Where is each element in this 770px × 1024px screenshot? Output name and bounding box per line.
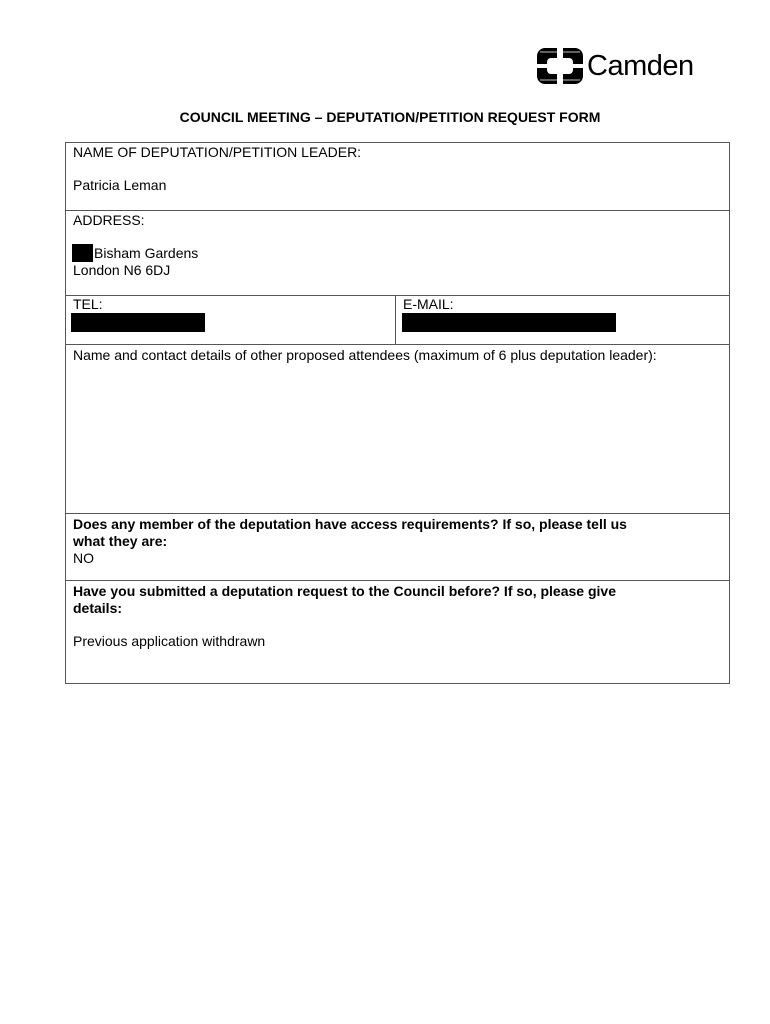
address-line2: London N6 6DJ [73, 262, 171, 278]
address-label: ADDRESS: [73, 212, 145, 228]
redacted-house-number [72, 244, 93, 262]
leader-label: NAME OF DEPUTATION/PETITION LEADER: [73, 144, 362, 160]
address-line1: Bisham Gardens [94, 245, 199, 261]
leader-section [65, 142, 730, 211]
camden-emblem-icon [537, 48, 583, 84]
previous-answer: Previous application withdrawn [73, 633, 266, 649]
access-section [65, 513, 730, 581]
redacted-email [402, 313, 616, 332]
attendees-label: Name and contact details of other proposed attendees (maximum of 6 plus deputation leader): [73, 347, 657, 363]
access-question-line2: what they are: [73, 533, 168, 549]
tel-section [65, 295, 396, 345]
previous-question-line1: Have you submitted a deputation request to the Council before? If so, please give [73, 583, 616, 599]
leader-value: Patricia Leman [73, 177, 167, 193]
previous-question-line2: details: [73, 600, 123, 616]
logo-wordmark: Camden [587, 49, 694, 82]
previous-section [65, 580, 730, 684]
attendees-section [65, 344, 730, 514]
address-section [65, 210, 730, 296]
form-title: COUNCIL MEETING – DEPUTATION/PETITION REQUEST FORM [179, 109, 601, 125]
access-question-line1: Does any member of the deputation have access requirements? If so, please tell us [73, 516, 627, 532]
email-section [395, 295, 730, 345]
email-label: E-MAIL: [403, 296, 454, 312]
tel-label: TEL: [73, 296, 103, 312]
camden-logo [537, 48, 694, 84]
access-answer: NO [73, 550, 94, 566]
redacted-tel [71, 313, 205, 332]
